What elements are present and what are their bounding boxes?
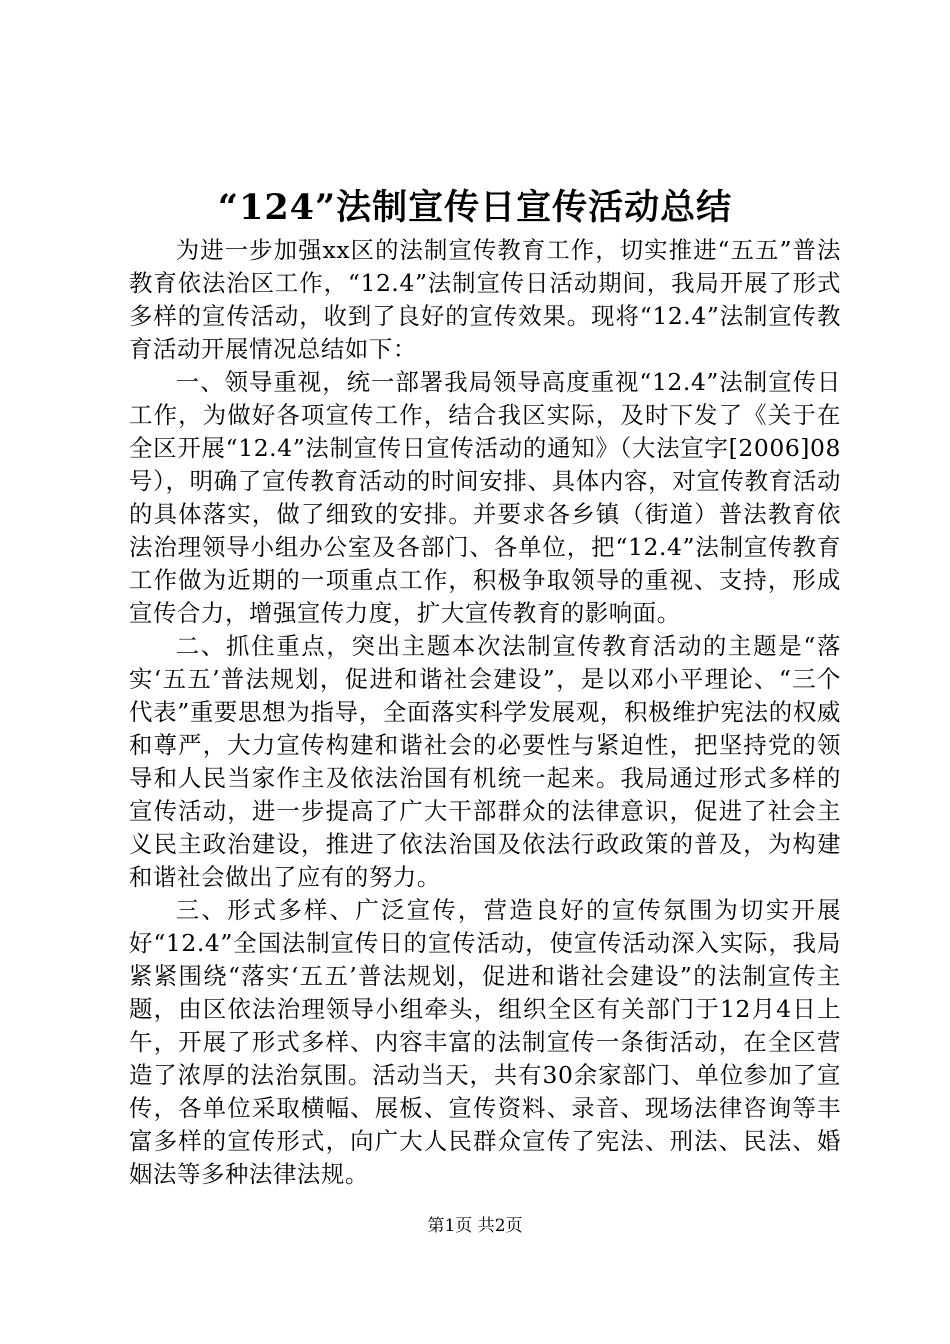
document-title: “124”法制宣传日宣传活动总结: [217, 187, 733, 228]
paragraph-section-3: 三、形式多样、广泛宣传，营造良好的宣传氛围为切实开展好“12.4”全国法制宣传日的宣传活动，使宣传活动深入实际，我局紧紧围绕“落实‘五五’普法规划，促进和谐社会建设”的法制宣传主题，由区依法治理领导小组牵头，组织全区有关部门于12月4日上午，开展了形式多样、内容丰富的法制宣传一条街活动，在全区营造了浓厚的法治氛围。活动当天，共有30余家部门、单位参加了宣传，各单位采取横幅、展板、宣传资料、录音、现场法律咨询等丰富多样的宣传形式，向广大人民群众宣传了宪法、刑法、民法、婚姻法等多种法律法规。: [129, 896, 841, 1188]
document-body: [129, 234, 841, 1191]
paragraph-section-2: 二、抓住重点，突出主题本次法制宣传教育活动的主题是“落实‘五五’普法规划，促进和谐社会建设”，是以邓小平理论、“三个代表”重要思想为指导，全面落实科学发展观，积极维护宪法的权威和尊严，大力宣传构建和谐社会的必要性与紧迫性，把坚持党的领导和人民当家作主及依法治国有机统一起来。我局通过形式多样的宣传活动，进一步提高了广大干部群众的法律意识，促进了社会主义民主政治建设，推进了依法治国及依法行政政策的普及，为构建和谐社会做出了应有的努力。: [129, 632, 841, 891]
paragraph-intro: 为进一步加强xx区的法制宣传教育工作，切实推进“五五”普法教育依法治区工作，“12.4”法制宣传日活动期间，我局开展了形式多样的宣传活动，收到了良好的宣传效果。现将“12.4”法制宣传教育活动开展情况总结如下：: [129, 236, 841, 363]
page-number-footer: 第1页 共2页: [427, 1216, 523, 1236]
paragraph-section-1: 一、领导重视，统一部署我局领导高度重视“12.4”法制宣传日工作，为做好各项宣传工作，结合我区实际，及时下发了《关于在全区开展“12.4”法制宣传日宣传活动的通知》（大法宣字[2006]08号），明确了宣传教育活动的时间安排、具体内容，对宣传教育活动的具体落实，做了细致的安排。并要求各乡镇（街道）普法教育依法治理领导小组办公室及各部门、各单位，把“12.4”法制宣传教育工作做为近期的一项重点工作，积极争取领导的重视、支持，形成宣传合力，增强宣传力度，扩大宣传教育的影响面。: [129, 368, 841, 627]
